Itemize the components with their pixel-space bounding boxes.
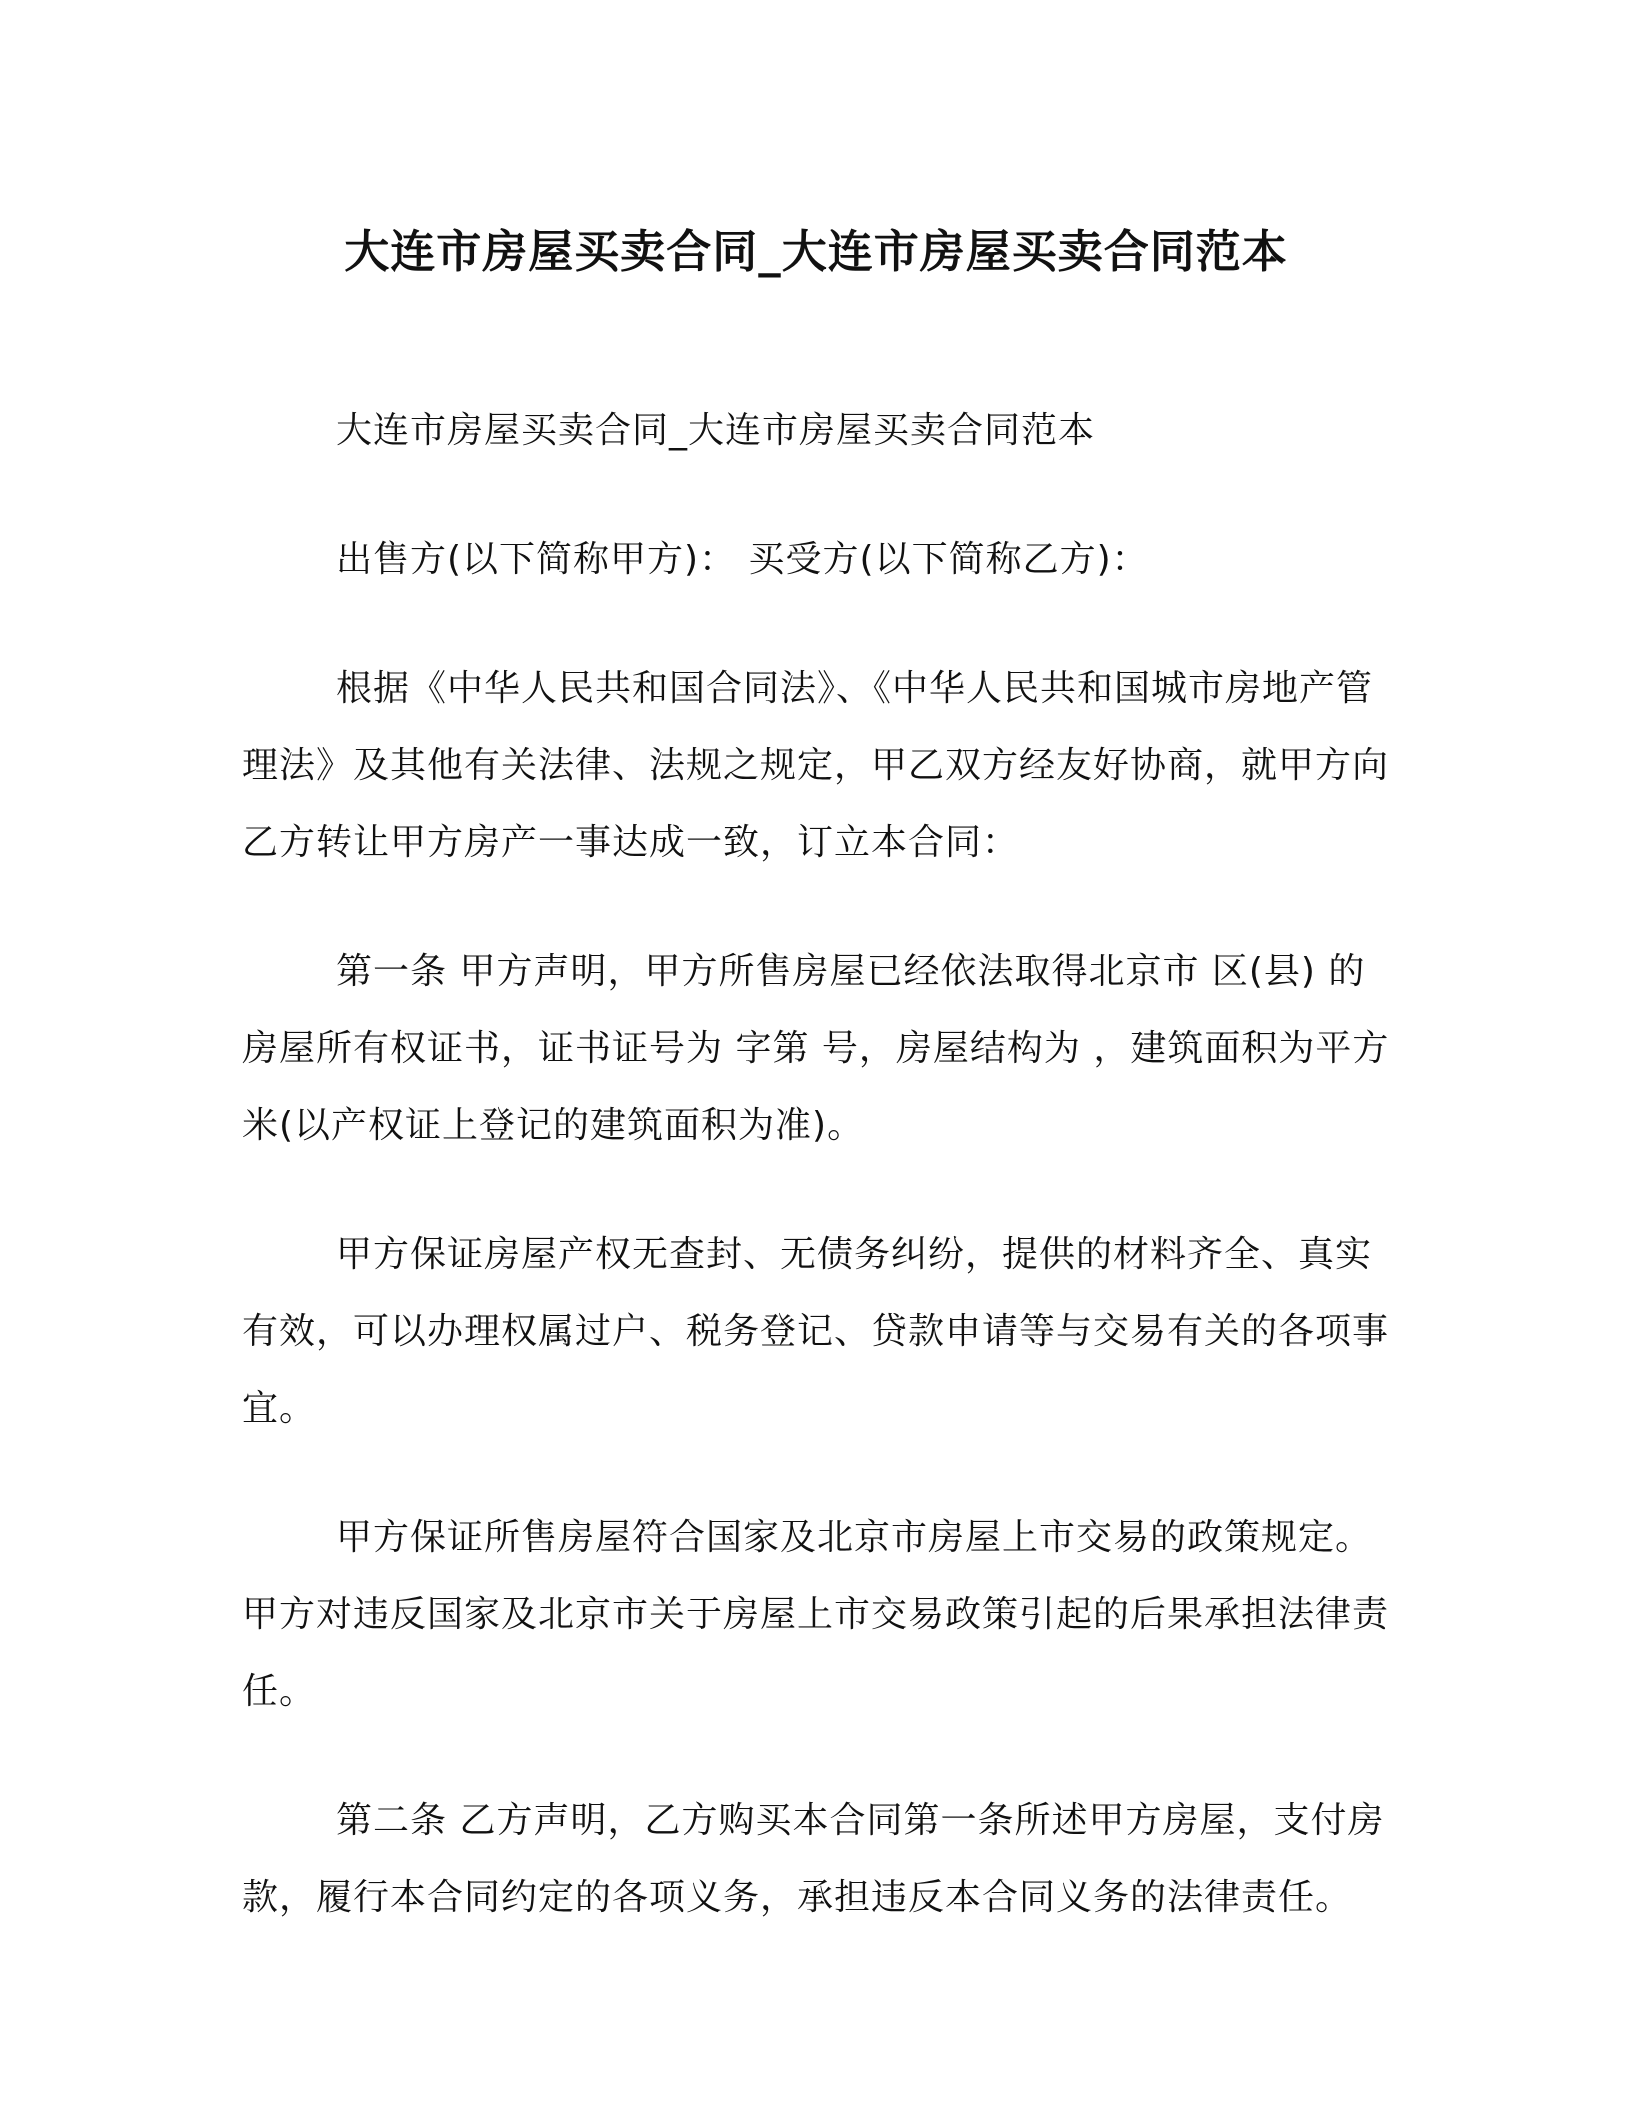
subtitle-paragraph: 大连市房屋买卖合同_大连市房屋买卖合同范本 [336,410,1096,451]
basis-paragraph: 根据《中华人民共和国合同法》、《中华人民共和国城市房地产管理法》及其他有关法律、法规之规定，甲乙双方经友好协商，就甲方向乙方转让甲方房产一事达成一致，订立本合同： [242,668,1390,863]
article-two-paragraph: 第二条 乙方声明，乙方购买本合同第一条所述甲方房屋，支付房款，履行本合同约定的各项义务，承担违反本合同义务的法律责任。 [242,1800,1385,1918]
parties-paragraph: 出售方(以下简称甲方)： 买受方(以下简称乙方)： [336,539,1149,580]
guarantee-property-paragraph: 甲方保证房屋产权无查封、无债务纠纷，提供的材料齐全、真实有效，可以办理权属过户、税务登记、贷款申请等与交易有关的各项事宜。 [242,1234,1390,1429]
document-title: 大连市房屋买卖合同_大连市房屋买卖合同范本 [344,225,1288,278]
article-one-paragraph: 第一条 甲方声明，甲方所售房屋已经依法取得北京市 区(县) 的房屋所有权证书，证书证号为 字第 号，房屋结构为 ，建筑面积为平方米(以产权证上登记的建筑面积为准)。 [242,951,1390,1146]
guarantee-policy-paragraph: 甲方保证所售房屋符合国家及北京市房屋上市交易的政策规定。甲方对违反国家及北京市关于房屋上市交易政策引起的后果承担法律责任。 [242,1517,1390,1712]
document-body [242,392,1390,1988]
